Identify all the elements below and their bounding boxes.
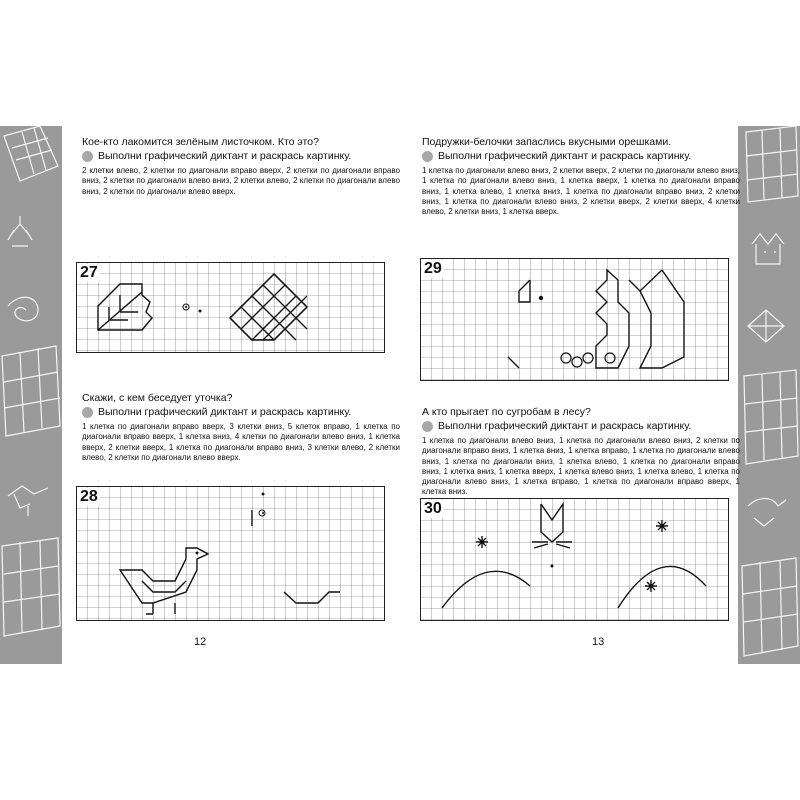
task-number-29: 29 <box>424 260 442 277</box>
task-30 <box>422 406 740 498</box>
task-28 <box>82 392 400 463</box>
bullet-icon <box>82 151 93 162</box>
task-instruction: Выполни графический диктант и раскрась картинку. <box>82 149 400 163</box>
left-decorative-border <box>0 126 62 664</box>
bullet-icon <box>82 407 93 418</box>
bullet-icon <box>422 151 433 162</box>
grid-27 <box>76 262 386 359</box>
page-number: 12 <box>194 636 207 648</box>
task-number-30: 30 <box>424 500 442 517</box>
grid-29 <box>420 258 730 387</box>
grid-29-drawing <box>420 258 730 382</box>
grid-30 <box>420 498 730 627</box>
task-dictation: 1 клетка по диагонали влево вниз, 2 клетки вверх, 2 клетки по диагонали влево вниз, 1 клетка по диагонали влево вниз, 1 клетка вверх, 1 клетка по диагонали вправо вниз, 1 клетка влево, 1 клетка вниз, 1 клетка по диагонали вправо вниз, 2 клетки вниз, 1 клетка по диагонали влево вниз, 2 клетки вверх, 2 клетки вверх, 4 клетки влево, 2 клетки вниз, 1 клетка вверх. <box>422 166 740 217</box>
task-question: Подружки-белочки запаслись вкусными орешками. <box>422 136 672 148</box>
page-number: 13 <box>592 636 605 648</box>
page-13 <box>400 126 738 664</box>
grid-27-drawing <box>76 262 386 354</box>
grid-30-drawing <box>420 498 730 622</box>
task-question: Скажи, с кем беседует уточка? <box>82 392 233 404</box>
bullet-icon <box>422 421 433 432</box>
task-instruction: Выполни графический диктант и раскрась картинку. <box>422 419 740 433</box>
task-instruction: Выполни графический диктант и раскрась картинку. <box>82 405 400 419</box>
task-number-28: 28 <box>80 488 98 505</box>
task-number-27: 27 <box>80 264 98 281</box>
task-instruction: Выполни графический диктант и раскрась картинку. <box>422 149 740 163</box>
task-29 <box>422 136 740 217</box>
task-dictation: 1 клетка по диагонали вправо вверх, 3 клетки вниз, 5 клеток вправо, 1 клетка по диагонали вправо вверх, 1 клетка вниз, 4 клетки по диагонали влево вниз, 1 клетка вверх, 2 клетки вверх, 1 клетка по диагонали вправо вниз, 3 клетки влево, 2 клетки влево, 2 клетки по диагонали влево вверх. <box>82 422 400 462</box>
right-decorative-border <box>738 126 800 664</box>
task-question: А кто прыгает по сугробам в лесу? <box>422 406 591 418</box>
grid-28-drawing <box>76 486 386 622</box>
task-dictation: 1 клетка по диагонали влево вниз, 1 клетка по диагонали влево вниз, 2 клетки по диагонали вправо вниз, 1 клетка вниз, 1 клетка вправо, 1 клетка по диагонали влево вниз, 1 клетка по диагонали вниз, 1 клетка влево, 1 клетка по диагонали вправо вниз, 1 клетка вниз, 1 клетка вверх, 1 клетка влево вниз, 1 клетка влево, 1 клетка по диагонали влево вниз, 1 клетка вправо, 1 клетка по диагонали вправо вверх, 1 клетка вниз. <box>422 436 740 497</box>
page-12 <box>62 126 400 664</box>
task-dictation: 2 клетки влево, 2 клетки по диагонали вправо вверх, 2 клетки по диагонали вправо вниз, 2 клетки по диагонали влево вниз, 2 клетки влево, 2 клетки по диагонали влево вниз, 2 клетки по диагонали влево вверх. <box>82 166 400 196</box>
grid-28 <box>76 486 386 627</box>
task-question: Кое-кто лакомится зелёным листочком. Кто это? <box>82 136 319 148</box>
task-27 <box>82 136 400 197</box>
